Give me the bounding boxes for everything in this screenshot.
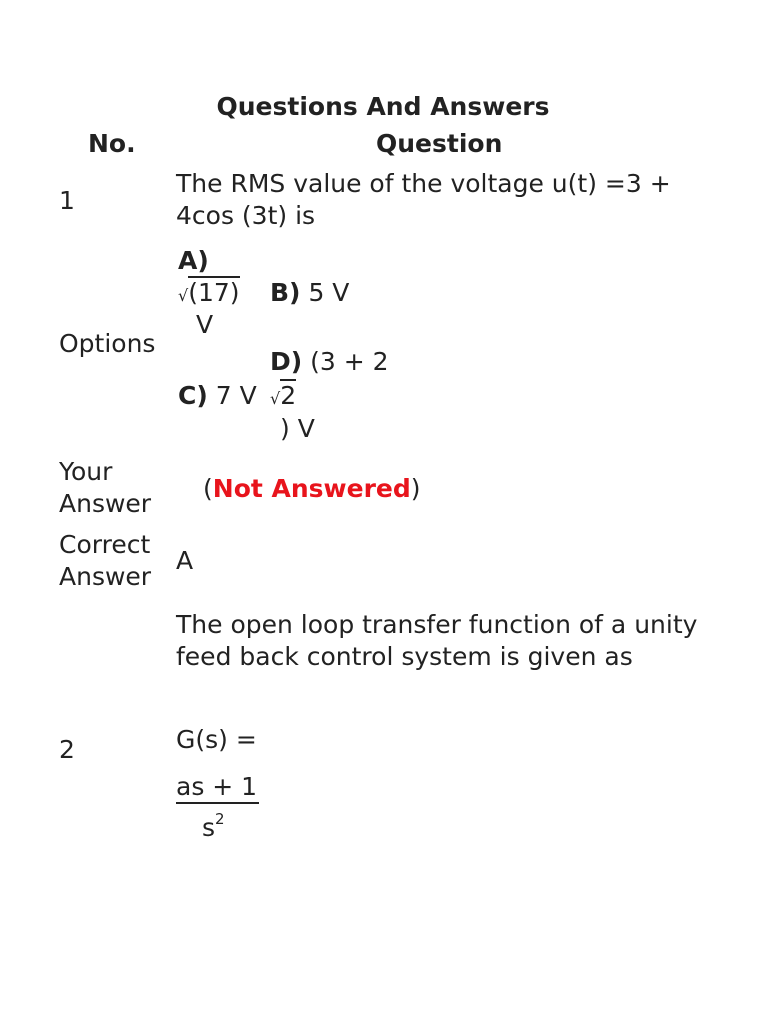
radicand: 2 (280, 381, 297, 410)
denominator-exponent: 2 (215, 810, 225, 828)
correct-answer-value: A (176, 546, 194, 575)
fraction-numerator: as + 1 (176, 772, 259, 804)
option-d-line1 (270, 346, 389, 378)
fraction (176, 772, 259, 843)
not-answered-status: Not Answered (212, 474, 411, 503)
sqrt-icon: √ (178, 286, 189, 305)
radicand: (17) (188, 278, 240, 307)
option-letter: A) (178, 246, 209, 275)
option-letter: B) (270, 278, 301, 307)
header-no: No. (88, 129, 136, 158)
sqrt-icon: √ (270, 389, 281, 408)
option-b (270, 277, 349, 309)
option-c (178, 380, 257, 412)
option-d-suffix: ) V (280, 414, 315, 443)
label-line: Answer (59, 562, 152, 591)
option-letter: C) (178, 381, 208, 410)
formula-lhs: G(s) = (176, 725, 257, 754)
paren-close: ) (410, 474, 421, 503)
label-line: Your (59, 457, 113, 486)
option-a-unit: V (196, 310, 214, 339)
options-label: Options (59, 329, 156, 358)
option-value: 7 V (215, 381, 257, 410)
option-a-sqrt (178, 277, 240, 312)
option-d-sqrt (270, 380, 296, 415)
paren-open: ( (203, 474, 213, 503)
fraction-denominator (176, 804, 259, 843)
your-answer-value (203, 473, 421, 505)
denominator-base: s (202, 813, 216, 842)
page-title: Questions And Answers (216, 92, 550, 121)
label-line: Correct (59, 530, 151, 559)
question-text: The RMS value of the voltage u(t) =3 + 4cos (3t) is (176, 169, 671, 230)
label-line: Answer (59, 489, 152, 518)
question-number: 1 (59, 186, 75, 215)
header-question: Question (376, 129, 503, 158)
option-value: (3 + 2 (310, 347, 389, 376)
option-letter: D) (270, 347, 303, 376)
question-text: The open loop transfer function of a unity feed back control system is given as (176, 610, 698, 671)
question-number: 2 (59, 735, 75, 764)
option-value: 5 V (308, 278, 350, 307)
